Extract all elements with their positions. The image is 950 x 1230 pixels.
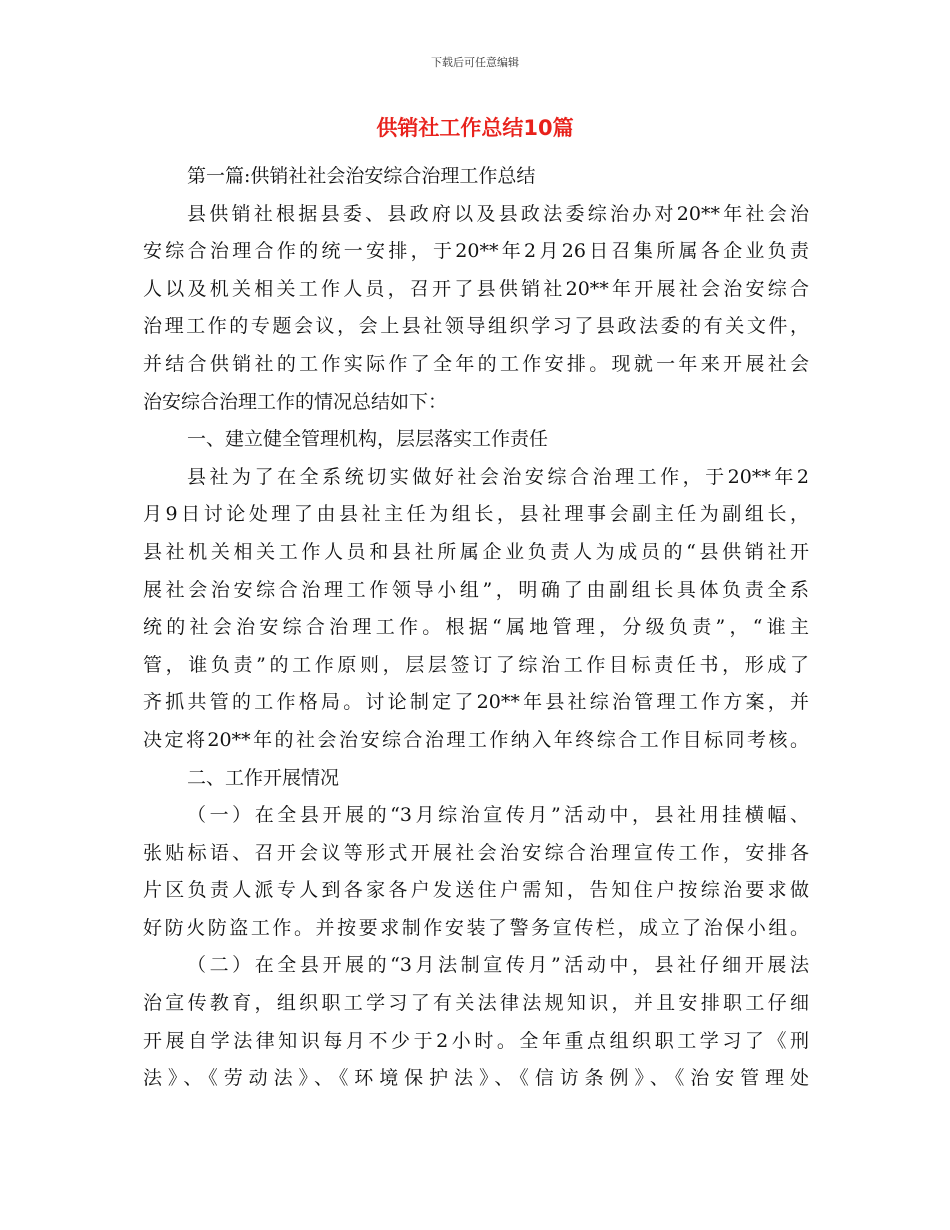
text-line: 并结合供销社的工作实际作了全年的工作安排。现就一年来开展社会 (143, 352, 809, 375)
text-line: （一）在全县开展的“3月综治宣传月”活动中，县社用挂横幅、 (187, 804, 809, 827)
text-line: 安综合治理合作的统一安排，于20**年2月26日召集所属各企业负责 (143, 240, 809, 263)
text-line: 管，谁负责”的工作原则，层层签订了综治工作目标责任书，形成了 (143, 653, 809, 676)
text-line: 开展自学法律知识每月不少于2小时。全年重点组织职工学习了《刑 (143, 1029, 809, 1052)
text-line: 一、建立健全管理机构，层层落实工作责任 (187, 428, 549, 451)
text-line: 县供销社根据县委、县政府以及县政法委综治办对20**年社会治 (187, 202, 809, 225)
text-line: 展社会治安综合治理工作领导小组”，明确了由副组长具体负责全系 (143, 578, 809, 601)
text-line: 人以及机关相关工作人员，召开了县供销社20**年开展社会治安综合 (143, 277, 809, 300)
text-line: 县社机关相关工作人员和县社所属企业负责人为成员的“县供销社开 (143, 540, 809, 563)
text-line: 县社为了在全系统切实做好社会治安综合治理工作，于20**年2 (187, 465, 809, 488)
document-title: 供销社工作总结10篇 (376, 116, 574, 140)
text-line: 二、工作开展情况 (187, 766, 340, 789)
text-line: （二）在全县开展的“3月法制宣传月”活动中，县社仔细开展法 (187, 954, 809, 977)
document-body (143, 158, 809, 1098)
text-line: 统的社会治安综合治理工作。根据“属地管理，分级负责”，“谁主 (143, 616, 809, 639)
text-line: 治安综合治理工作的情况总结如下： (143, 390, 448, 413)
text-line: 片区负责人派专人到各家各户发送住户需知，告知住户按综治要求做 (143, 879, 809, 902)
text-line: 治理工作的专题会议，会上县社领导组织学习了县政法委的有关文件， (143, 315, 809, 338)
text-line: 月9日讨论处理了由县社主任为组长，县社理事会副主任为副组长， (143, 503, 809, 526)
text-line: 决定将20**年的社会治安综合治理工作纳入年终综合工作目标同考核。 (143, 728, 809, 751)
text-line: 法》、《劳动法》、《环境保护法》、《信访条例》、《治安管理处 (143, 1067, 809, 1090)
text-line: 治宣传教育，组织职工学习了有关法律法规知识，并且安排职工仔细 (143, 992, 809, 1015)
text-line: 张贴标语、召开会议等形式开展社会治安综合治理宣传工作，安排各 (143, 841, 809, 864)
text-line: 齐抓共管的工作格局。讨论制定了20**年县社综治管理工作方案，并 (143, 691, 809, 714)
text-line: 第一篇:供销社社会治安综合治理工作总结 (187, 165, 536, 187)
text-line: 好防火防盗工作。并按要求制作安装了警务宣传栏，成立了治保小组。 (143, 916, 809, 939)
header-note: 下载后可任意编辑 (431, 56, 519, 69)
